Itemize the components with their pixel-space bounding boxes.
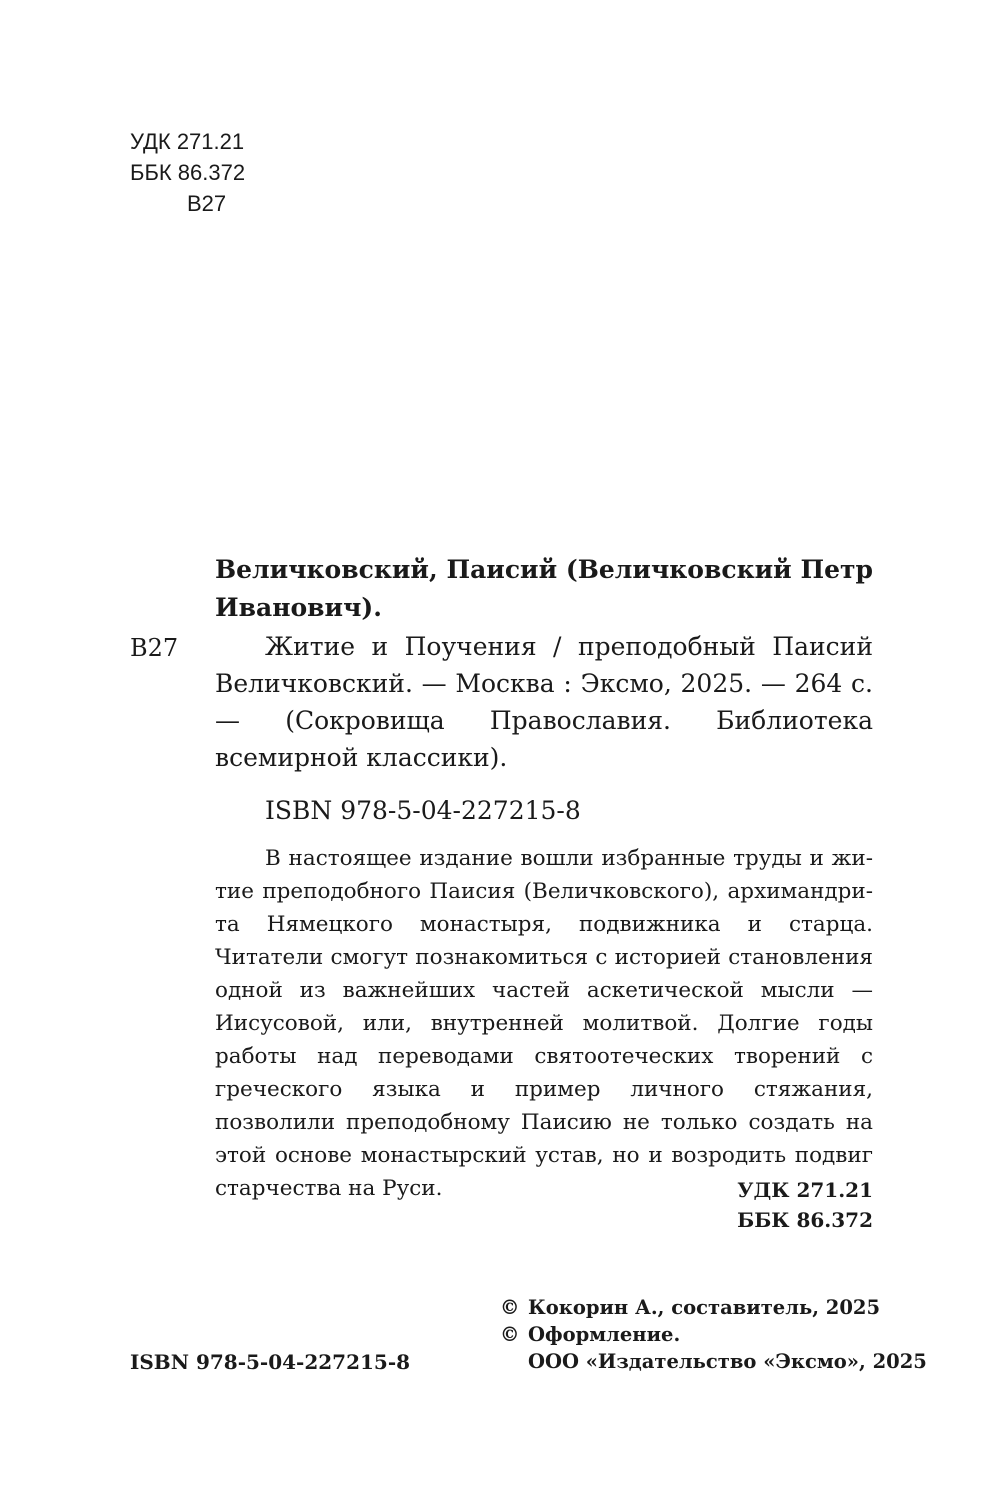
header-author-mark: В27 — [187, 191, 227, 216]
side-author-mark: В27 — [130, 634, 179, 662]
isbn-footer: ISBN 978-5-04-227215-8 — [130, 1350, 411, 1374]
annotation — [215, 842, 873, 1205]
footer-classification-codes — [737, 1175, 873, 1235]
copyright-publisher: ООО «Издательство «Эксмо», 2025 — [528, 1350, 927, 1373]
annotation-text: В настоящее издание вошли избранные труды и житие преподобного Паисия (Величковского), архимандрита Нямецкого монастыря, подвижника и старца. Читатели смогут познакомиться с историей становления одной из важнейших частей аскетической мысли — Иисусовой, или, внутренней молитвой. Долгие годы работы над переводами святоотеческих творений с греческого языка и пример личного стяжания, позволили преподобному Паисию не только создать на этой основе монастырский устав, но и возродить подвиг старчества на Руси. — [215, 846, 873, 1201]
bibliographic-record — [215, 628, 873, 776]
header-udk: УДК 271.21 — [130, 129, 245, 154]
footer-bbk: ББК 86.372 — [737, 1208, 873, 1232]
author-heading: Величковский, Паисий (Величковский Петр Иванович). — [215, 555, 873, 622]
copyright-compiler: Кокорин А., составитель, 2025 — [528, 1296, 881, 1319]
bibliographic-record-text: Житие и Поучения / преподобный Паисий Величковский. — Москва : Эксмо, 2025. — 264 с. — (Сокровища Православия. Библиотека всемирной классики). — [215, 632, 873, 772]
header-classification-codes — [130, 126, 245, 219]
header-bbk: ББК 86.372 — [130, 160, 246, 185]
copyright-compiler-line — [500, 1294, 881, 1321]
copyright-design-label: Оформление. — [528, 1323, 681, 1346]
copyright-block — [500, 1294, 927, 1375]
footer-udk: УДК 271.21 — [737, 1178, 873, 1202]
copyright-symbol: © — [500, 1296, 520, 1319]
isbn-main: ISBN 978-5-04-227215-8 — [265, 796, 581, 825]
copyright-design-line — [500, 1321, 873, 1348]
copyright-symbol: © — [500, 1323, 520, 1346]
